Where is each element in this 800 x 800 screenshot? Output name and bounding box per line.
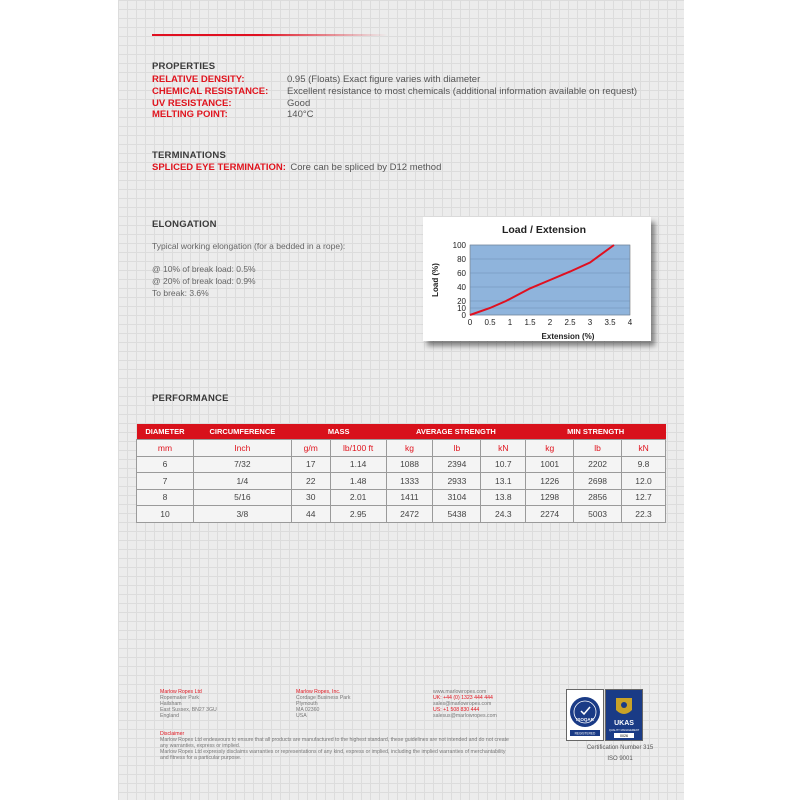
elongation-intro: Typical working elongation (for a bedded in a rope): [152, 241, 346, 251]
table-cell: 17 [291, 456, 330, 473]
address-line: MA 02360 [296, 707, 320, 713]
top-red-rule [152, 34, 388, 36]
unit-cell: g/m [291, 440, 330, 457]
address-line: Ropemaker Park [160, 695, 199, 701]
table-cell: 6 [137, 456, 194, 473]
x-axis-label: Extension (%) [541, 332, 595, 341]
unit-cell: kg [526, 440, 574, 457]
col-group-min-strength: MIN STRENGTH [526, 424, 666, 440]
table-cell: 24.3 [481, 506, 526, 523]
table-row [137, 506, 666, 523]
x-tick-label: 0 [467, 318, 473, 327]
table-cell: 2394 [433, 456, 481, 473]
isoqar-logo [566, 689, 604, 741]
property-label: CHEMICAL RESISTANCE: [152, 86, 269, 97]
elongation-line: @ 10% of break load: 0.5% [152, 264, 256, 274]
address-line: England [160, 713, 180, 719]
address-line: Cordage Business Park [296, 695, 351, 701]
unit-cell: lb [433, 440, 481, 457]
elongation-line: To break: 3.6% [152, 288, 209, 298]
property-value: Good [287, 98, 311, 109]
ukas-sub: QUALITY MANAGEMENT [608, 729, 640, 732]
property-value: 140°C [287, 109, 314, 120]
property-row-melting [152, 107, 314, 119]
performance-table [136, 424, 666, 523]
terminations-heading: TERMINATIONS [152, 150, 226, 161]
properties-heading: PROPERTIES [152, 61, 216, 72]
address-line: Hailsham [160, 701, 182, 707]
property-value: 0.95 (Floats) Exact figure varies with diameter [287, 74, 481, 85]
table-cell: 8 [137, 489, 194, 506]
y-tick-label: 80 [457, 255, 466, 264]
ukas-logo [605, 689, 643, 741]
x-tick-label: 1.5 [524, 318, 536, 327]
table-cell: 2472 [386, 506, 433, 523]
uk-address [160, 689, 217, 719]
table-cell: 2274 [526, 506, 574, 523]
y-tick-label: 10 [457, 304, 466, 313]
table-cell: 1/4 [193, 473, 291, 490]
us-address [296, 689, 351, 719]
col-group-average-strength: AVERAGE STRENGTH [386, 424, 526, 440]
property-value: Excellent resistance to most chemicals (additional information available on request) [287, 86, 638, 97]
isoqar-text: ISOQAR [576, 717, 594, 722]
isoqar-sub: REGISTERED [574, 731, 596, 736]
table-cell: 2698 [574, 473, 622, 490]
table-cell: 1411 [386, 489, 433, 506]
y-axis-label: Load (%) [431, 263, 440, 297]
disclaimer-title: Disclaimer [160, 731, 185, 737]
property-label: MELTING POINT: [152, 109, 228, 120]
address-line: USA [296, 713, 307, 719]
table-cell: 2933 [433, 473, 481, 490]
disclaimer-line: Marlow Ropes Ltd endeavours to ensure that all products are manufactured to the highest standard, these guidelines are not intended and do not create [160, 737, 509, 743]
table-row [137, 473, 666, 490]
table-cell: 5438 [433, 506, 481, 523]
table-cell: 1226 [526, 473, 574, 490]
elongation-line: @ 20% of break load: 0.9% [152, 276, 256, 286]
table-row [137, 489, 666, 506]
table-cell: 1.14 [330, 456, 386, 473]
termination-label: SPLICED EYE TERMINATION: [152, 162, 286, 173]
table-cell: 1298 [526, 489, 574, 506]
table-cell: 1088 [386, 456, 433, 473]
unit-cell: kN [622, 440, 666, 457]
disclaimer-line: any warranties, express or implied. [160, 743, 241, 749]
disclaimer-line: and fitness for a particular purpose. [160, 755, 242, 761]
disclaimer-line: Marlow Ropes Ltd expressly disclaims warranties or representations of any kind, express or implied, including the implied warranties of merchantability [160, 749, 506, 755]
unit-cell: Inch [193, 440, 291, 457]
table-cell: 22 [291, 473, 330, 490]
address-line: East Sussex, BN27 3GU [160, 707, 217, 713]
unit-cell: lb/100 ft [330, 440, 386, 457]
table-cell: 3/8 [193, 506, 291, 523]
table-cell: 9.8 [622, 456, 666, 473]
table-cell: 2.01 [330, 489, 386, 506]
unit-cell: kg [386, 440, 433, 457]
address-line: Plymouth [296, 701, 318, 707]
table-cell: 1001 [526, 456, 574, 473]
table-cell: 10 [137, 506, 194, 523]
table-row [137, 456, 666, 473]
x-tick-label: 3 [587, 318, 593, 327]
table-cell: 13.8 [481, 489, 526, 506]
y-tick-label: 20 [457, 297, 466, 306]
table-group-header [137, 424, 666, 440]
property-row-density [152, 72, 480, 84]
table-cell: 10.7 [481, 456, 526, 473]
x-tick-label: 4 [627, 318, 633, 327]
table-cell: 22.3 [622, 506, 666, 523]
unit-cell: lb [574, 440, 622, 457]
disclaimer [160, 731, 509, 761]
certification-number: Certification Number 315 [586, 745, 654, 751]
table-cell: 44 [291, 506, 330, 523]
table-cell: 7/32 [193, 456, 291, 473]
table-cell: 30 [291, 489, 330, 506]
iso-standard: ISO 9001 [607, 756, 633, 762]
uk-phone: UK: +44 (0) 1323 444 444 [433, 695, 493, 701]
x-tick-label: 0.5 [484, 318, 496, 327]
x-tick-label: 3.5 [604, 318, 616, 327]
property-label: UV RESISTANCE: [152, 98, 232, 109]
website-link[interactable]: www.marlowropes.com [433, 689, 487, 695]
table-cell: 5/16 [193, 489, 291, 506]
col-group-diameter: DIAMETER [137, 424, 194, 440]
ukas-text: UKAS [614, 720, 634, 727]
elongation-heading: ELONGATION [152, 219, 217, 230]
y-tick-label: 100 [452, 241, 466, 250]
table-units-row [137, 440, 666, 457]
property-label: RELATIVE DENSITY: [152, 74, 245, 85]
table-cell: 2202 [574, 456, 622, 473]
us-phone: US: +1 508 830 444 [433, 707, 480, 713]
termination-row [152, 160, 441, 172]
col-group-circumference: CIRCUMFERENCE [193, 424, 291, 440]
uk-email-link[interactable]: sales@marlowropes.com [433, 701, 492, 707]
table-cell: 1.48 [330, 473, 386, 490]
table-cell: 2856 [574, 489, 622, 506]
uk-company-name: Marlow Ropes Ltd [160, 689, 202, 695]
table-cell: 3104 [433, 489, 481, 506]
y-tick-label: 0 [461, 311, 466, 320]
table-cell: 12.7 [622, 489, 666, 506]
contact-info [433, 689, 497, 719]
table-cell: 1333 [386, 473, 433, 490]
unit-cell: mm [137, 440, 194, 457]
table-cell: 12.0 [622, 473, 666, 490]
y-tick-label: 60 [457, 269, 466, 278]
table-cell: 5003 [574, 506, 622, 523]
ukas-number: 0026 [620, 734, 628, 739]
termination-value: Core can be spliced by D12 method [290, 162, 442, 173]
table-cell: 2.95 [330, 506, 386, 523]
x-tick-label: 2.5 [564, 318, 576, 327]
performance-heading: PERFORMANCE [152, 393, 229, 404]
table-cell: 7 [137, 473, 194, 490]
us-company-name: Marlow Ropes, Inc. [296, 689, 341, 695]
table-cell: 13.1 [481, 473, 526, 490]
x-tick-label: 2 [547, 318, 553, 327]
property-row-chemical [152, 84, 637, 96]
us-email-link[interactable]: salesus@marlowropes.com [433, 713, 497, 719]
load-extension-chart [423, 217, 651, 341]
unit-cell: kN [481, 440, 526, 457]
x-tick-label: 1 [507, 318, 513, 327]
y-tick-label: 40 [457, 283, 466, 292]
col-group-mass: MASS [291, 424, 386, 440]
chart-title: Load / Extension [501, 224, 587, 236]
